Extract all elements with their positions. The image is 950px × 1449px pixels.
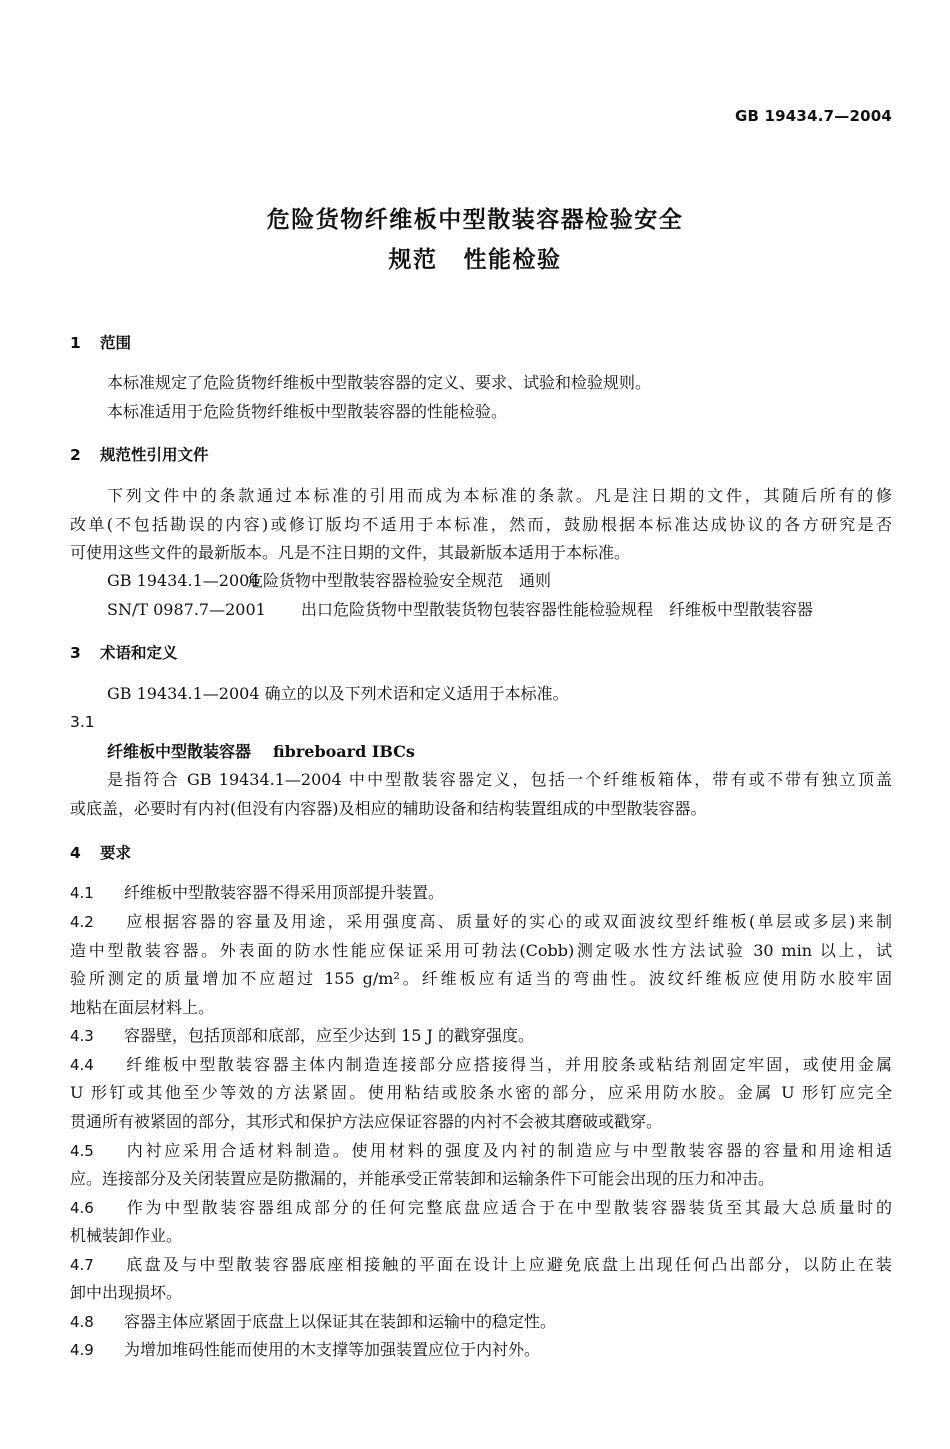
paragraph-line: 可使用这些文件的最新版本。凡是不注日期的文件，其最新版本适用于本标准。 — [70, 543, 631, 562]
clause-text: 底盘及与中型散装容器底座相接触的平面在设计上应避免底盘上出现任何凸出部分，以防止在装 — [124, 1255, 892, 1274]
paragraph: GB 19434.1—2004 确立的以及下列术语和定义适用于本标准。 — [107, 684, 569, 703]
clause-4-6 — [70, 1196, 892, 1220]
clause-number: 4.3 — [70, 1027, 94, 1045]
reference-code: SN/T 0987.7—2001 — [107, 600, 266, 619]
clause-text: 容器壁，包括顶部和底部，应至少达到 15 J 的戳穿强度。 — [124, 1026, 535, 1045]
term-chinese: 纤维板中型散装容器 — [107, 742, 252, 761]
clause-4-3 — [70, 1024, 892, 1048]
paragraph-line: 下列文件中的条款通过本标准的引用而成为本标准的条款。凡是注日期的文件，其随后所有的修 — [107, 486, 892, 505]
section-title: 术语和定义 — [100, 644, 178, 662]
clause-4-7 — [70, 1253, 892, 1277]
clause-4-1 — [70, 881, 892, 905]
term-entry — [107, 740, 892, 764]
standard-code: GB 19434.7—2004 — [734, 107, 892, 125]
clause-text: 应根据容器的容量及用途，采用强度高、质量好的实心的或双面波纹型纤维板(单层或多层)来制 — [124, 912, 892, 931]
title-part-b: 性能检验 — [463, 247, 562, 273]
reference-code: GB 19434.1—2004 — [107, 571, 260, 590]
paragraph: 本标准适用于危险货物纤维板中型散装容器的性能检验。 — [107, 402, 508, 421]
section-4-heading — [70, 841, 892, 865]
section-title: 要求 — [100, 844, 132, 862]
document-title-line-1: 危险货物纤维板中型散装容器检验安全 — [266, 207, 684, 233]
clause-number: 4.4 — [70, 1056, 94, 1074]
paragraph-line: 改单(不包括勘误的内容)或修订版均不适用于本标准，然而，鼓励根据本标准达成协议的各方研究是否 — [70, 515, 892, 534]
clause-4-8 — [70, 1310, 892, 1334]
document-title-line-2 — [0, 241, 950, 274]
section-number: 4 — [70, 844, 81, 862]
section-title: 范围 — [100, 334, 132, 352]
section-1-heading — [70, 331, 892, 355]
clause-4-4 — [70, 1053, 892, 1077]
clause-number: 4.5 — [70, 1142, 94, 1160]
reference-title: 出口危险货物中型散装货物包装容器性能检验规程 纤维板中型散装容器 — [301, 600, 814, 619]
clause-text: 容器主体应紧固于底盘上以保证其在装卸和运输中的稳定性。 — [124, 1312, 557, 1331]
clause-line: 机械装卸作业。 — [70, 1226, 183, 1245]
clause-number: 4.6 — [70, 1199, 94, 1217]
clause-text: 纤维板中型散装容器不得采用顶部提升装置。 — [124, 883, 445, 902]
clause-4-9 — [70, 1338, 892, 1362]
clause-line: 贯通所有被紧固的部分，其形式和保护方法应保证容器的内衬不会被其磨破或戳穿。 — [70, 1112, 663, 1131]
clause-line: 造中型散装容器。外表面的防水性能应保证采用可勃法(Cobb)测定吸水性方法试验 30 min 以上，试 — [70, 941, 892, 960]
paragraph: 本标准规定了危险货物纤维板中型散装容器的定义、要求、试验和检验规则。 — [107, 373, 652, 392]
clause-text: 作为中型散装容器组成部分的任何完整底盘应适合于在中型散装容器装货至其最大总质量时的 — [124, 1198, 892, 1217]
clause-line: 验所测定的质量增加不应超过 155 g/m²。纤维板应有适当的弯曲性。波纹纤维板应使用防水胶牢固 — [70, 969, 892, 988]
clause-line: 地粘在面层材料上。 — [70, 998, 215, 1017]
clause-number: 4.9 — [70, 1341, 94, 1359]
clause-text: 为增加堆码性能而使用的木支撑等加强装置应位于内衬外。 — [124, 1340, 541, 1359]
definition-line: 或底盖，必要时有内衬(但没有内容器)及相应的辅助设备和结构装置组成的中型散装容器。 — [70, 799, 707, 818]
subsection-number: 3.1 — [70, 713, 95, 731]
title-part-a: 规范 — [388, 247, 438, 273]
section-2-heading — [70, 443, 892, 467]
clause-text: 内衬应采用合适材料制造。使用材料的强度及内衬的制造应与中型散装容器的容量和用途相适 — [124, 1141, 892, 1160]
section-number: 2 — [70, 446, 81, 464]
definition-line: 是指符合 GB 19434.1—2004 中中型散装容器定义，包括一个纤维板箱体，带有或不带有独立顶盖 — [107, 770, 892, 789]
section-number: 3 — [70, 644, 81, 662]
clause-number: 4.7 — [70, 1256, 94, 1274]
clause-line: 卸中出现损坏。 — [70, 1283, 183, 1302]
section-number: 1 — [70, 334, 81, 352]
reference-title: 危险货物中型散装容器检验安全规范 通则 — [247, 571, 552, 590]
clause-4-5 — [70, 1139, 892, 1163]
clause-4-2 — [70, 910, 892, 934]
clause-line: U 形钉或其他至少等效的方法紧固。使用粘结或胶条水密的部分，应采用防水胶。金属 U 形钉应完全 — [70, 1083, 892, 1102]
clause-text: 纤维板中型散装容器主体内制造连接部分应搭接得当，并用胶条或粘结剂固定牢固，或使用金属 — [124, 1055, 892, 1074]
normative-reference — [107, 569, 892, 593]
section-title: 规范性引用文件 — [100, 446, 209, 464]
term-english: fibreboard IBCs — [273, 742, 415, 761]
clause-number: 4.1 — [70, 884, 94, 902]
clause-line: 应。连接部分及关闭装置应是防撒漏的，并能承受正常装卸和运输条件下可能会出现的压力和冲击。 — [70, 1169, 775, 1188]
clause-number: 4.2 — [70, 913, 94, 931]
normative-reference — [107, 598, 892, 622]
section-3-heading — [70, 641, 892, 665]
clause-number: 4.8 — [70, 1313, 94, 1331]
